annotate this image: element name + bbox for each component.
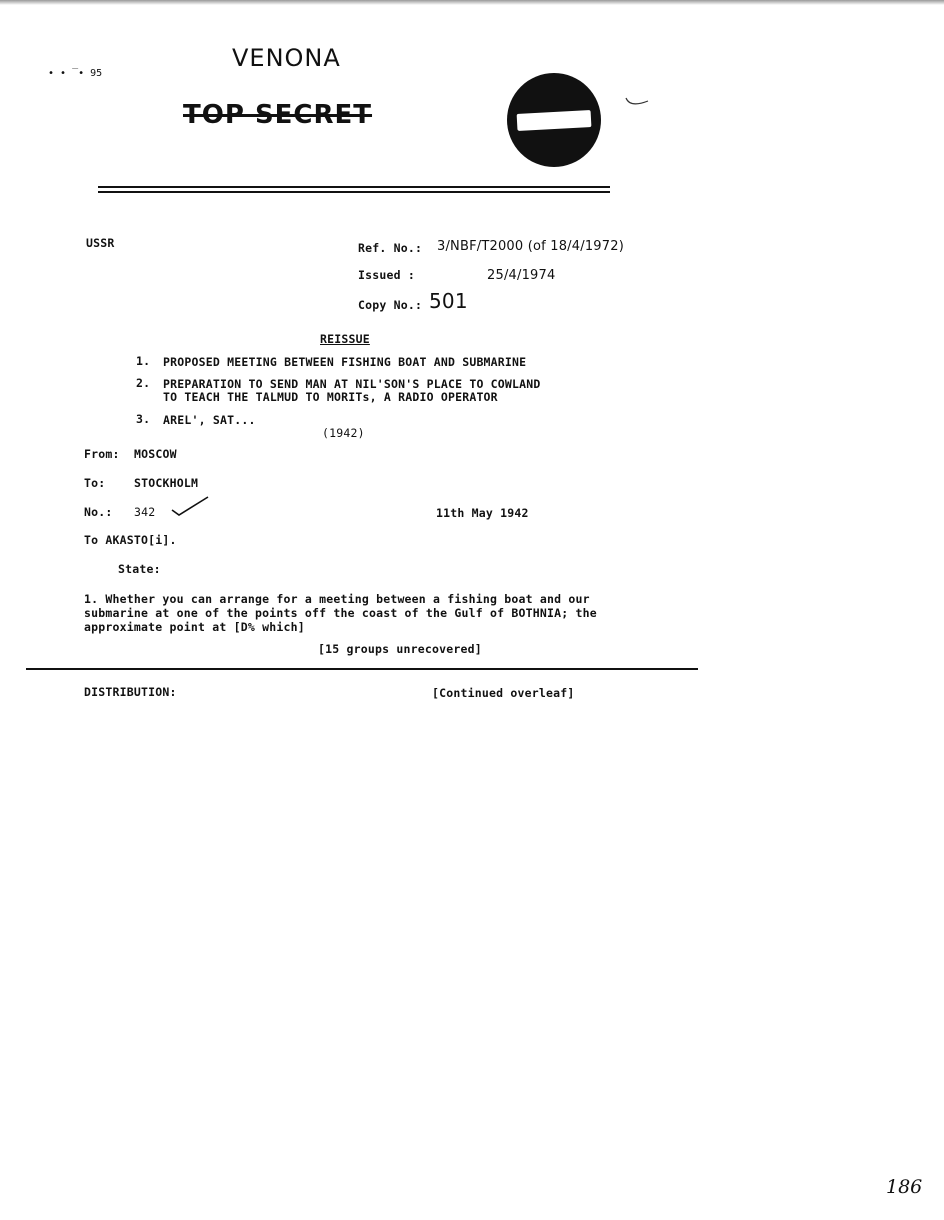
- check-mark-icon: [170, 494, 210, 520]
- reissue-item-2-num: 2.: [136, 376, 151, 390]
- header-rule-1: [98, 186, 610, 188]
- corner-mark: • • ‾• 95: [48, 68, 103, 79]
- unrecovered-note: [15 groups unrecovered]: [318, 642, 482, 656]
- country-label: USSR: [86, 236, 115, 250]
- page-number: 186: [886, 1176, 923, 1198]
- number-value: 342: [134, 505, 156, 519]
- copy-label: Copy No.:: [358, 298, 423, 312]
- copy-value: 501: [429, 289, 468, 313]
- pen-tick-icon: [622, 92, 652, 112]
- number-label: No.:: [84, 505, 113, 519]
- body-line-3: approximate point at [D% which]: [84, 620, 305, 634]
- codename-heading: VENONA: [232, 44, 341, 72]
- message-date: 11th May 1942: [436, 506, 529, 520]
- issued-value: 25/4/1974: [487, 268, 556, 283]
- to-label: To:: [84, 476, 106, 490]
- reissue-item-3-text: AREL', SAT...: [163, 413, 256, 427]
- state-label: State:: [118, 562, 161, 576]
- reissue-item-2-text: PREPARATION TO SEND MAN AT NIL'SON'S PLACE TO COWLAND: [163, 377, 541, 391]
- declassified-stamp-icon: [506, 72, 602, 168]
- reissue-title: REISSUE: [320, 332, 370, 346]
- body-line-2: submarine at one of the points off the coast of the Gulf of BOTHNIA; the: [84, 606, 597, 620]
- body-end-rule: [26, 668, 698, 670]
- body-line-1: 1. Whether you can arrange for a meeting between a fishing boat and our: [84, 592, 590, 606]
- continued-note: [Continued overleaf]: [432, 686, 575, 700]
- ref-value: 3/NBF/T2000 (of 18/4/1972): [437, 239, 624, 254]
- reissue-year: (1942): [322, 426, 365, 440]
- reissue-item-2-text-cont: TO TEACH THE TALMUD TO MORITs, A RADIO OPERATOR: [163, 390, 498, 404]
- distribution-label: DISTRIBUTION:: [84, 685, 177, 699]
- classification-struck: TOP SECRET: [183, 100, 373, 130]
- to-value: STOCKHOLM: [134, 476, 199, 490]
- header-rule-2: [98, 191, 610, 193]
- from-label: From:: [84, 447, 120, 461]
- issued-label: Issued :: [358, 268, 415, 282]
- reissue-item-1-num: 1.: [136, 354, 151, 368]
- reissue-item-3-num: 3.: [136, 412, 151, 426]
- ref-label: Ref. No.:: [358, 241, 423, 255]
- addressee: To AKASTO[i].: [84, 533, 177, 547]
- reissue-item-1-text: PROPOSED MEETING BETWEEN FISHING BOAT AND SUBMARINE: [163, 355, 527, 369]
- from-value: MOSCOW: [134, 447, 177, 461]
- scan-top-edge: [0, 0, 944, 5]
